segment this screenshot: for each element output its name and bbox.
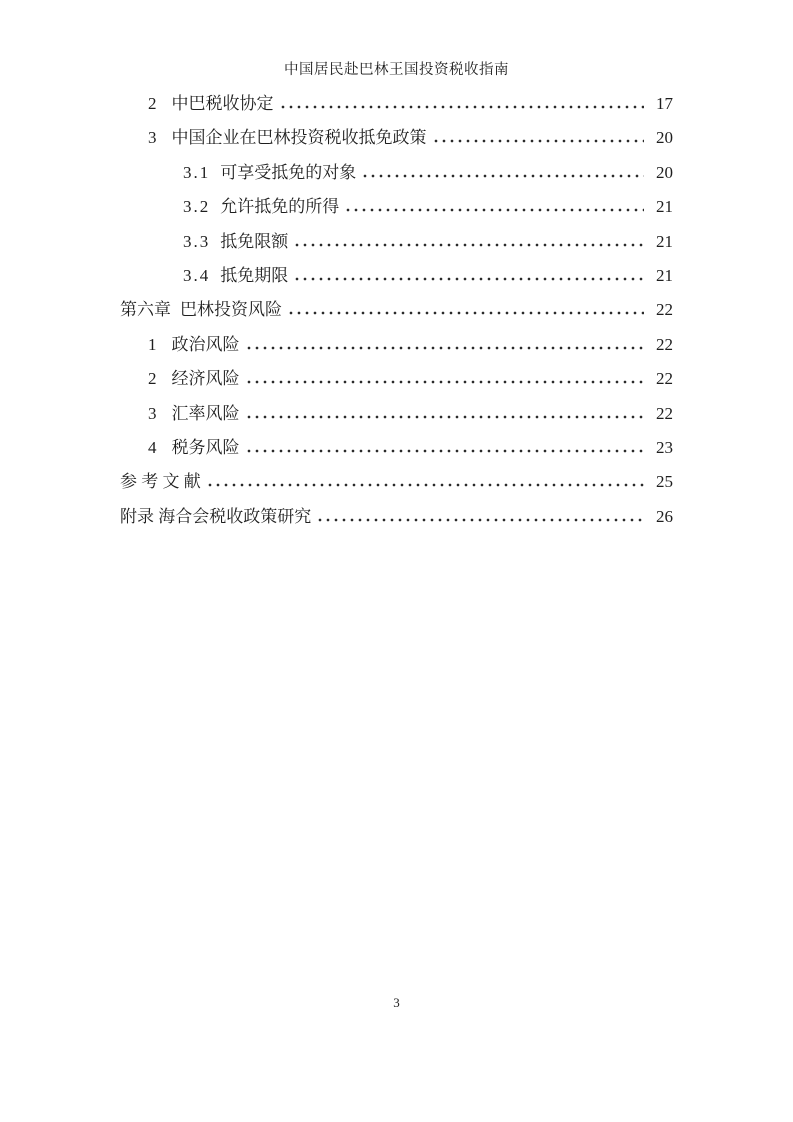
- dot-leader: [204, 483, 644, 487]
- toc-entry-number: 2: [148, 94, 157, 113]
- toc-entry: [120, 225, 673, 259]
- toc-entry: [120, 362, 673, 396]
- toc-entry-number: 3: [148, 128, 157, 148]
- dot-leader: [291, 243, 644, 247]
- dot-leader: [359, 174, 644, 178]
- toc-entry-title: 允许抵免的所得: [220, 197, 340, 217]
- toc-entry-page: 21: [656, 231, 673, 251]
- toc-entry-title: 政治风险: [171, 334, 240, 354]
- toc-entry: [120, 328, 673, 362]
- toc-entry-title: 可享受抵免的对象: [220, 162, 357, 182]
- toc-entry: [120, 293, 673, 327]
- toc-entry-page: 23: [656, 437, 673, 457]
- toc-entry-number: 3.1: [183, 162, 211, 182]
- toc-entry: [120, 465, 673, 499]
- toc-entry: [120, 397, 673, 431]
- toc-entry-number: 1: [148, 334, 157, 354]
- toc-entry-page: 20: [656, 128, 673, 148]
- toc-entry: [120, 431, 673, 465]
- toc-entry-page: 21: [656, 197, 673, 217]
- toc-entry-page: 22: [656, 369, 673, 389]
- dot-leader: [243, 380, 645, 384]
- toc-entry: [120, 156, 673, 190]
- dot-leader: [314, 518, 644, 522]
- toc-entry-number: 3.4: [183, 265, 211, 285]
- toc-entry-page: 25: [656, 472, 673, 492]
- toc-entry-title: 参 考 文 献: [120, 472, 201, 492]
- toc-entry-page: 22: [656, 300, 673, 320]
- toc-entry-page: 17: [656, 94, 673, 113]
- toc-entry-title: 经济风险: [171, 369, 240, 389]
- dot-leader: [291, 277, 644, 281]
- page-number: 3: [393, 995, 400, 1010]
- toc-entry: [120, 190, 673, 224]
- toc-entry: [120, 500, 673, 534]
- toc-entry-page: 22: [656, 403, 673, 423]
- toc-entry-title: 附录 海合会税收政策研究: [120, 506, 312, 526]
- toc-entry: [120, 87, 673, 121]
- toc-entry-number: 第六章: [120, 300, 171, 320]
- toc-entry-title: 中巴税收协定: [171, 94, 274, 113]
- dot-leader: [342, 208, 644, 212]
- dot-leader: [285, 311, 644, 315]
- toc-entry-number: 4: [148, 437, 157, 457]
- dot-leader: [243, 346, 645, 350]
- dot-leader: [243, 449, 645, 453]
- page-header-title: 中国居民赴巴林王国投资税收指南: [284, 62, 509, 78]
- table-of-contents: [120, 87, 673, 534]
- toc-entry-title: 中国企业在巴林投资税收抵免政策: [171, 128, 427, 148]
- toc-entry-number: 3.3: [183, 231, 211, 251]
- dot-leader: [277, 105, 645, 109]
- toc-entry-title: 巴林投资风险: [180, 300, 282, 320]
- toc-entry-number: 2: [148, 369, 157, 389]
- dot-leader: [243, 415, 645, 419]
- dot-leader: [430, 139, 645, 143]
- toc-entry-number: 3: [148, 403, 157, 423]
- toc-entry-page: 22: [656, 334, 673, 354]
- toc-entry: [120, 121, 673, 155]
- toc-entry-title: 抵免期限: [220, 265, 289, 285]
- toc-entry-title: 税务风险: [171, 437, 240, 457]
- toc-entry-title: 汇率风险: [171, 403, 240, 423]
- toc-entry-page: 20: [656, 162, 673, 182]
- toc-entry-number: 3.2: [183, 197, 211, 217]
- toc-entry-title: 抵免限额: [220, 231, 289, 251]
- toc-entry: [120, 259, 673, 293]
- toc-entry-page: 26: [656, 506, 673, 526]
- toc-entry-page: 21: [656, 265, 673, 285]
